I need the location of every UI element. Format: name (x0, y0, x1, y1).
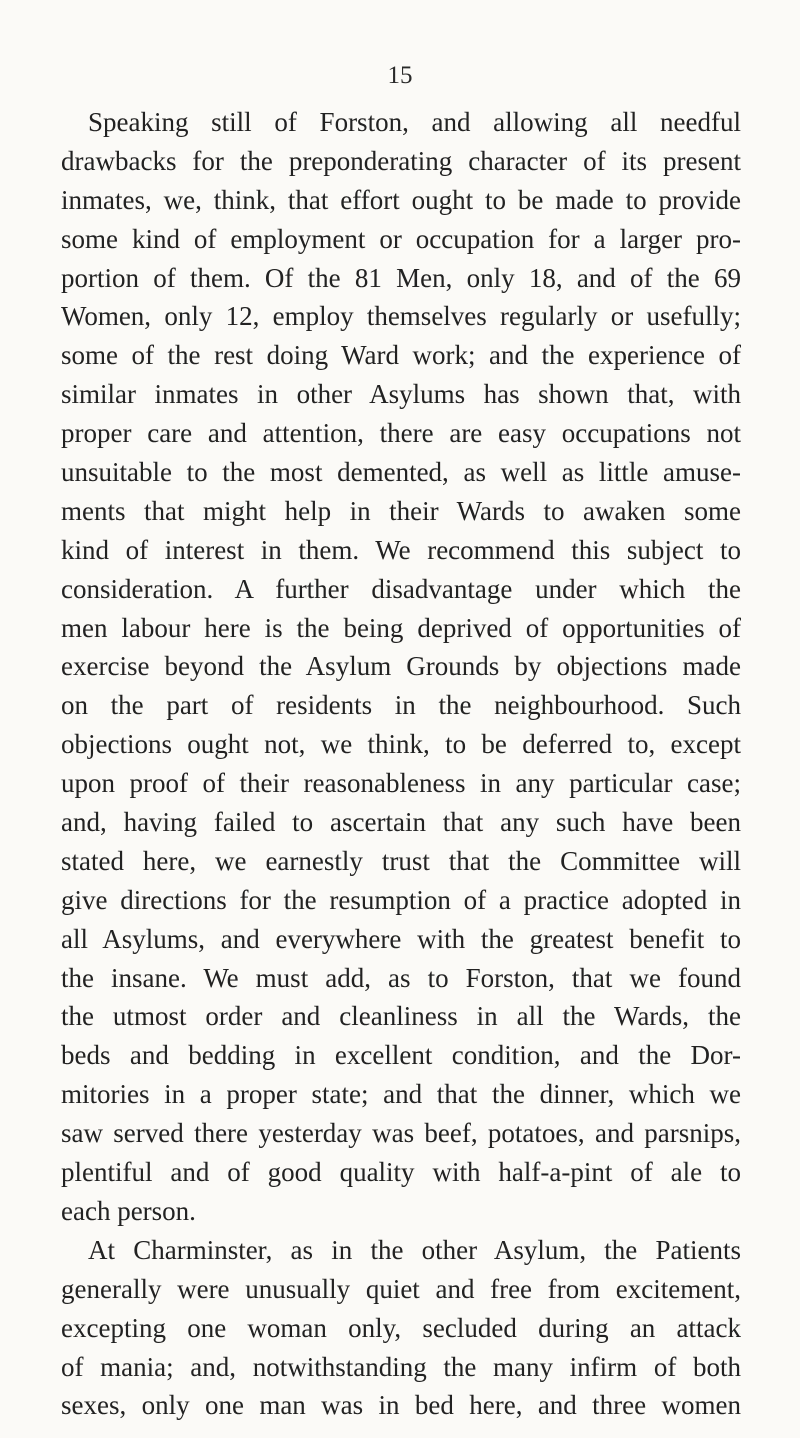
text-line: kind of interest in them. We recommend this subject to (61, 534, 741, 565)
text-line: saw served there yesterday was beef, potatoes, and parsnips, (61, 1118, 741, 1149)
text-line: Women, only 12, employ themselves regularly or usefully; (61, 301, 741, 332)
text-line: men labour here is the being deprived of opportunities of (61, 612, 741, 643)
text-line: the utmost order and cleanliness in all the Wards, the (61, 1001, 741, 1032)
text-line: objections ought not, we think, to be deferred to, except (61, 729, 741, 760)
text-line: excepting one woman only, secluded during an attack (61, 1312, 741, 1343)
text-line: each person. (61, 1195, 196, 1226)
text-line: generally were unusually quiet and free from excitement, (61, 1273, 741, 1304)
text-line: ments that might help in their Wards to awaken some (61, 495, 741, 526)
text-line: Speaking still of Forston, and allowing all needful (88, 107, 741, 137)
text-line: portion of them. Of the 81 Men, only 18, and of the 69 (61, 262, 741, 293)
text-line: drawbacks for the preponderating character of its present (61, 145, 741, 176)
text-line: unsuitable to the most demented, as well as little amuse- (61, 457, 741, 488)
text-line: At Charminster, as in the other Asylum, the Patients (88, 1234, 741, 1265)
body-text (61, 103, 741, 1425)
text-line: some of the rest doing Ward work; and the experience of (61, 340, 741, 371)
text-line: consideration. A further disadvantage under which the (61, 573, 741, 604)
text-line: give directions for the resumption of a practice adopted in (61, 884, 741, 915)
text-line: and, having failed to ascertain that any such have been (61, 807, 741, 838)
page-number: 15 (387, 62, 413, 89)
text-line: of mania; and, notwithstanding the many infirm of both (61, 1351, 741, 1382)
text-line: proper care and attention, there are easy occupations not (61, 418, 741, 449)
text-line: similar inmates in other Asylums has shown that, with (61, 379, 741, 410)
text-line: on the part of residents in the neighbourhood. Such (61, 690, 741, 721)
text-line: beds and bedding in excellent condition, and the Dor- (61, 1040, 741, 1071)
text-line: sexes, only one man was in bed here, and three women (61, 1390, 741, 1421)
text-line: stated here, we earnestly trust that the Committee will (61, 845, 741, 876)
text-line: mitories in a proper state; and that the dinner, which we (61, 1079, 741, 1110)
text-line: exercise beyond the Asylum Grounds by objections made (61, 651, 741, 682)
text-line: all Asylums, and everywhere with the greatest benefit to (61, 923, 741, 954)
text-line: the insane. We must add, as to Forston, that we found (61, 962, 741, 993)
text-line: some kind of employment or occupation for a larger pro- (61, 223, 741, 254)
text-line: upon proof of their reasonableness in any particular case; (61, 768, 741, 799)
text-line: inmates, we, think, that effort ought to be made to provide (61, 184, 741, 215)
text-line: plentiful and of good quality with half-a-pint of ale to (61, 1157, 741, 1188)
